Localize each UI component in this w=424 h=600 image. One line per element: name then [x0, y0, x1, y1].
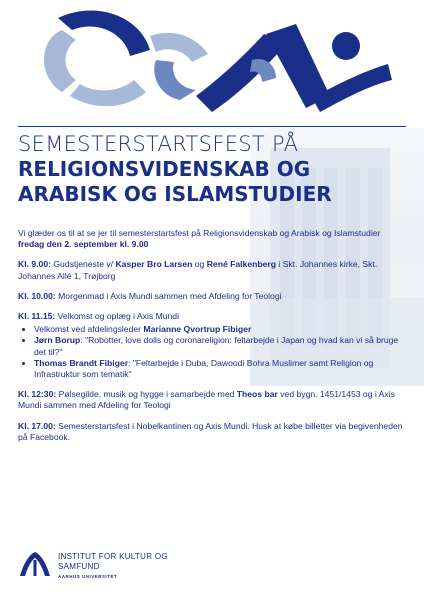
- speaker-name: Thomas Brandt Fibiger: [34, 357, 129, 368]
- divider-line: [18, 126, 406, 127]
- footer: [18, 548, 218, 582]
- speaker-name: René Falkenberg: [206, 259, 276, 270]
- speaker-name: Jørn Borup: [34, 335, 81, 346]
- intro-paragraph: [18, 228, 408, 250]
- institute-name: INSTITUT FOR KULTUR OG SAMFUND: [58, 552, 168, 571]
- schedule-item: Kl. 10.00: Morgenmad i Axis Mundi sammen med Afdeling for Teologi: [18, 290, 282, 301]
- university-name: AARHUS UNIVERSITET: [58, 574, 118, 579]
- schedule-time: Kl. 11.15:: [18, 311, 56, 322]
- list-item: • Jørn Borup: "Robotter, love dolls og coronareligion: feltarbejde i Japan og hvad kan vi så bruge det til?": [34, 335, 408, 357]
- schedule-item: Kl. 12:30: Pølsegilde, musik og hygge i samarbejde med Theos bar ved bygn. 1451/1453 og i Axis Mundi sammen med Afdeling for Teologi: [18, 389, 395, 411]
- title-line-1: SEMESTERSTARTSFEST PÅ: [18, 132, 299, 156]
- intro-date: fredag den 2. september kl. 9.00: [18, 239, 149, 250]
- title-block: [18, 132, 408, 207]
- schedule-item: Kl. 9.00: Gudstjeneste v/ Kasper Bro Larsen og René Falkenberg i Skt. Johannes kirke, Skt. Johannes Allé 1, Trøjborg: [18, 259, 378, 281]
- schedule-time: Kl. 17.00:: [18, 420, 56, 431]
- list-item: • Thomas Brandt Fibiger: "Feltarbejde i Duba, Dawoodi Bohra Muslimer samt Religion og Infrastruktur som tematik": [34, 358, 408, 380]
- title-line-3: ARABISK OG ISLAMSTUDIER: [18, 182, 332, 206]
- schedule-time: Kl. 10.00:: [18, 290, 56, 301]
- speaker-name: Kasper Bro Larsen: [115, 259, 193, 270]
- intro-text: Vi glæder os til at se jer til semesterstartsfest på Religionsvidenskab og Arabisk og Islamstudier: [18, 228, 381, 238]
- venue-name: Theos bar: [236, 389, 278, 400]
- au-logo-graphic: [0, 0, 424, 130]
- au-seal-icon: [18, 550, 52, 580]
- schedule-time: Kl. 12:30:: [18, 389, 57, 400]
- schedule-time: Kl. 9.00:: [18, 259, 51, 270]
- title-line-2: RELIGIONSVIDENSKAB OG: [18, 157, 311, 181]
- schedule-item: Kl. 17.00: Semesterstartsfest i Nobelkantinen og Axis Mundi. Husk at købe billetter via begivenheden på Facebook.: [18, 420, 403, 442]
- talk-list: [18, 324, 408, 380]
- speaker-name: Marianne Qvortrup Fibiger: [143, 324, 252, 335]
- list-item: • Velkomst ved afdelingsleder Marianne Qvortrup Fibiger: [34, 324, 408, 335]
- schedule-item: Kl. 11.15: Velkomst og oplæg i Axis Mundi: [18, 311, 179, 322]
- program-content: [18, 228, 408, 452]
